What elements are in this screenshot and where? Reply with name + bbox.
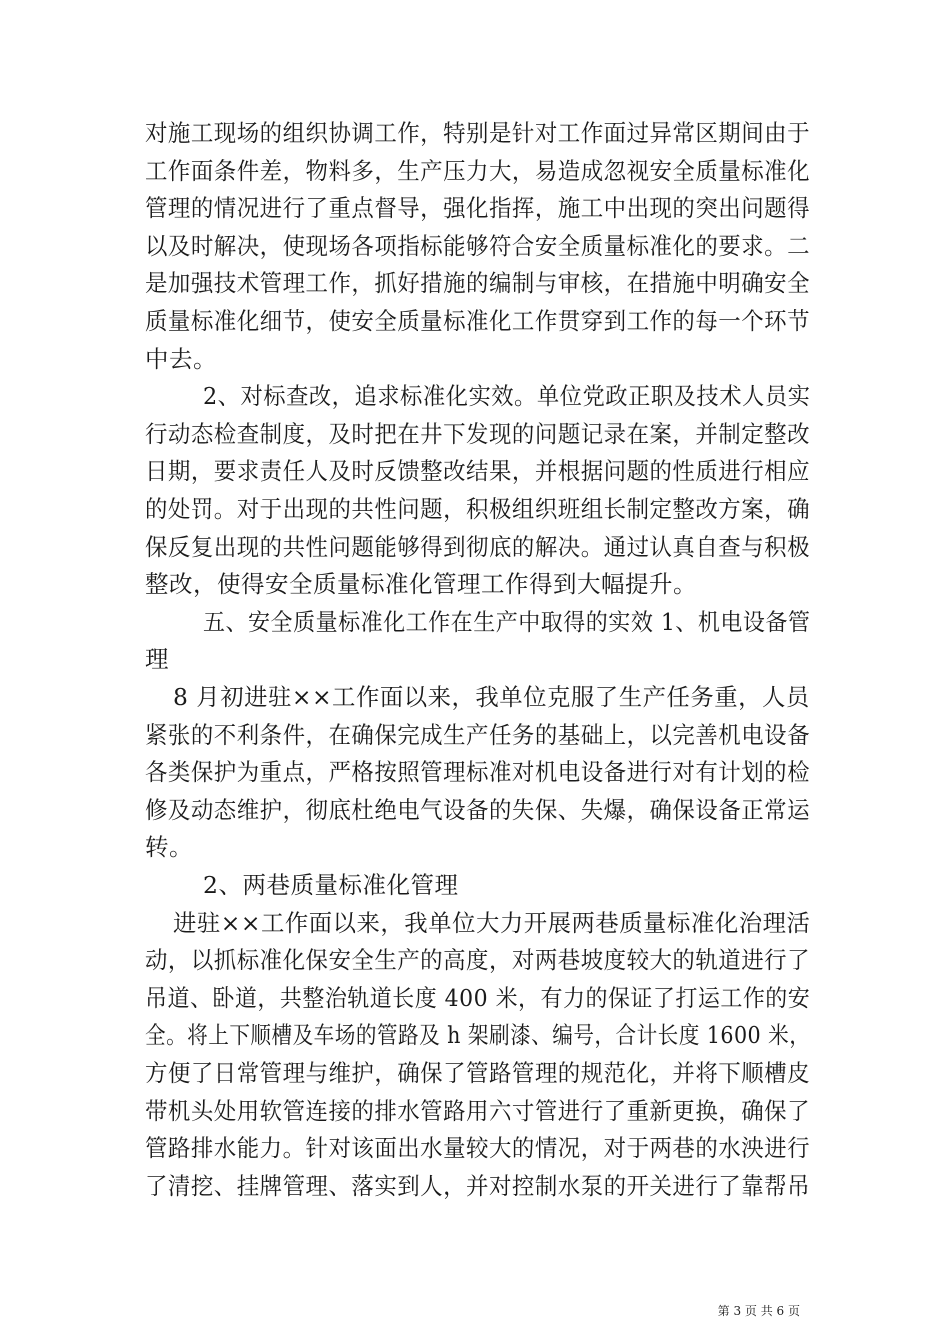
text-line: 8 月初进驻××工作面以来，我单位克服了生产任务重，人员 bbox=[173, 683, 810, 711]
text-line: 了清挖、挂牌管理、落实到人，并对控制水泵的开关进行了靠帮吊 bbox=[145, 1171, 811, 1200]
text-line: 理 bbox=[145, 645, 169, 674]
text-line: 各类保护为重点，严格按照管理标准对机电设备进行对有计划的检 bbox=[145, 758, 811, 787]
text-line: 转。 bbox=[145, 833, 193, 862]
text-line: 保反复出现的共性问题能够得到彻底的解决。通过认真自查与积极 bbox=[145, 532, 811, 561]
text-line: 行动态检查制度，及时把在井下发现的问题记录在案，并制定整改 bbox=[145, 419, 811, 448]
text-line: 2、两巷质量标准化管理 bbox=[203, 871, 459, 899]
text-line: 中去。 bbox=[145, 344, 217, 373]
text-line: 五、安全质量标准化工作在生产中取得的实效 1、机电设备管 bbox=[203, 607, 811, 636]
text-line: 修及动态维护，彻底杜绝电气设备的失保、失爆，确保设备正常运 bbox=[145, 795, 811, 824]
text-line: 日期，要求责任人及时反馈整改结果，并根据问题的性质进行相应 bbox=[145, 457, 811, 486]
text-line: 全。将上下顺槽及车场的管路及 h 架刷漆、编号，合计长度 1600 米， bbox=[145, 1021, 811, 1050]
text-line: 紧张的不利条件，在确保完成生产任务的基础上，以完善机电设备 bbox=[145, 720, 811, 749]
text-line: 方便了日常管理与维护，确保了管路管理的规范化，并将下顺槽皮 bbox=[145, 1059, 811, 1087]
text-line: 整改，使得安全质量标准化管理工作得到大幅提升。 bbox=[145, 570, 697, 599]
text-line: 吊道、卧道，共整治轨道长度 400 米，有力的保证了打运工作的安 bbox=[145, 983, 811, 1012]
text-line: 管路排水能力。针对该面出水量较大的情况，对于两巷的水泱进行 bbox=[145, 1134, 811, 1163]
text-line: 质量标准化细节，使安全质量标准化工作贯穿到工作的每一个环节 bbox=[145, 307, 811, 335]
text-line: 的处罚。对于出现的共性问题，积极组织班组长制定整改方案，确 bbox=[145, 495, 811, 523]
text-line: 动，以抓标准化保安全生产的高度，对两巷坡度较大的轨道进行了 bbox=[145, 946, 811, 975]
page-number: 第 3 页 共 6 页 bbox=[717, 1304, 800, 1318]
text-line: 进驻××工作面以来，我单位大力开展两巷质量标准化治理活 bbox=[173, 908, 811, 937]
text-line: 管理的情况进行了重点督导，强化指挥，施工中出现的突出问题得 bbox=[145, 194, 811, 223]
text-line: 以及时解决，使现场各项指标能够符合安全质量标准化的要求。二 bbox=[145, 231, 811, 260]
text-line: 工作面条件差，物料多，生产压力大，易造成忽视安全质量标准化 bbox=[145, 156, 811, 185]
text-line: 2、对标查改，追求标准化实效。单位党政正职及技术人员实 bbox=[203, 382, 811, 411]
text-line: 是加强技术管理工作，抓好措施的编制与审核，在措施中明确安全 bbox=[145, 269, 811, 298]
text-line: 对施工现场的组织协调工作，特别是针对工作面过异常区期间由于 bbox=[145, 119, 811, 147]
text-line: 带机头处用软管连接的排水管路用六寸管进行了重新更换，确保了 bbox=[145, 1096, 811, 1125]
